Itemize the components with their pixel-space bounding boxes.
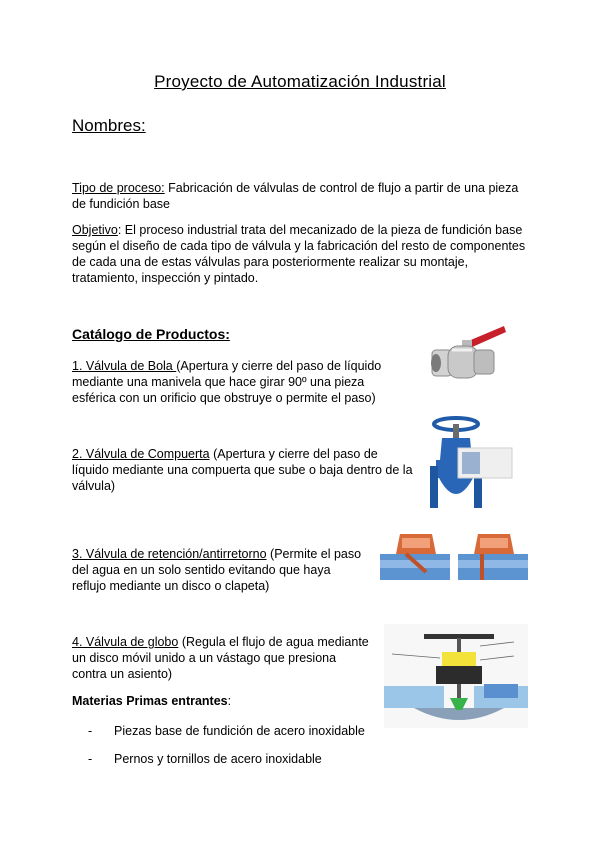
list-item — [88, 752, 322, 766]
page-title: Proyecto de Automatización Industrial — [154, 72, 446, 91]
product-desc: (Apertura y cierre del paso de líquido mediante una compuerta que sube o baja dentro de la válvula) — [72, 447, 413, 493]
product-globe-valve — [72, 634, 372, 682]
product-desc: (Apertura y cierre del paso de líquido mediante una manivela que hace girar 90º una pieza esférica con un orificio que obstruye o permite el paso) — [72, 359, 382, 405]
list-bullet: - — [88, 724, 93, 738]
process-label: Tipo de proceso: — [72, 181, 165, 195]
process-paragraph — [72, 180, 532, 212]
gate-valve-image — [426, 416, 516, 512]
list-bullet: - — [88, 752, 93, 766]
objective-text: : El proceso industrial trata del mecanizado de la pieza de fundición base según el diseño de cada tipo de válvula y la fabricación del resto de componentes de cada una de estas válvulas para posteriormente realizar su montaje, tratamiento, inspección y pintado. — [72, 223, 526, 285]
product-desc: (Permite el paso del agua en un solo sentido evitando que haya reflujo mediante un disco o clapeta) — [72, 547, 362, 593]
product-name: 2. Válvula de Compuerta — [72, 447, 210, 461]
ball-valve-image — [426, 320, 510, 390]
globe-valve-diagram — [384, 624, 528, 728]
product-ball-valve — [72, 358, 407, 406]
raw-materials-colon: : — [227, 694, 232, 708]
names-heading: Nombres: — [72, 116, 146, 135]
process-text: Fabricación de válvulas de control de flujo a partir de una pieza de fundición base — [72, 181, 519, 211]
list-item-text: Pernos y tornillos de acero inoxidable — [114, 752, 322, 766]
product-gate-valve — [72, 446, 417, 494]
product-check-valve — [72, 546, 367, 594]
check-valve-image — [380, 532, 528, 588]
product-name: 4. Válvula de globo — [72, 635, 179, 649]
objective-label: Objetivo — [72, 223, 118, 237]
product-name: 3. Válvula de retención/antirretorno — [72, 547, 267, 561]
list-item — [88, 724, 365, 738]
objective-paragraph — [72, 222, 532, 286]
raw-materials-label: Materias Primas entrantes — [72, 694, 228, 708]
product-name: 1. Válvula de Bola — [72, 359, 177, 373]
raw-materials-heading — [72, 694, 231, 708]
catalog-heading: Catálogo de Productos: — [72, 326, 230, 342]
list-item-text: Piezas base de fundición de acero inoxidable — [114, 724, 365, 738]
product-desc: (Regula el flujo de agua mediante un disco móvil unido a un vástago que presiona contra un asiento) — [72, 635, 369, 681]
